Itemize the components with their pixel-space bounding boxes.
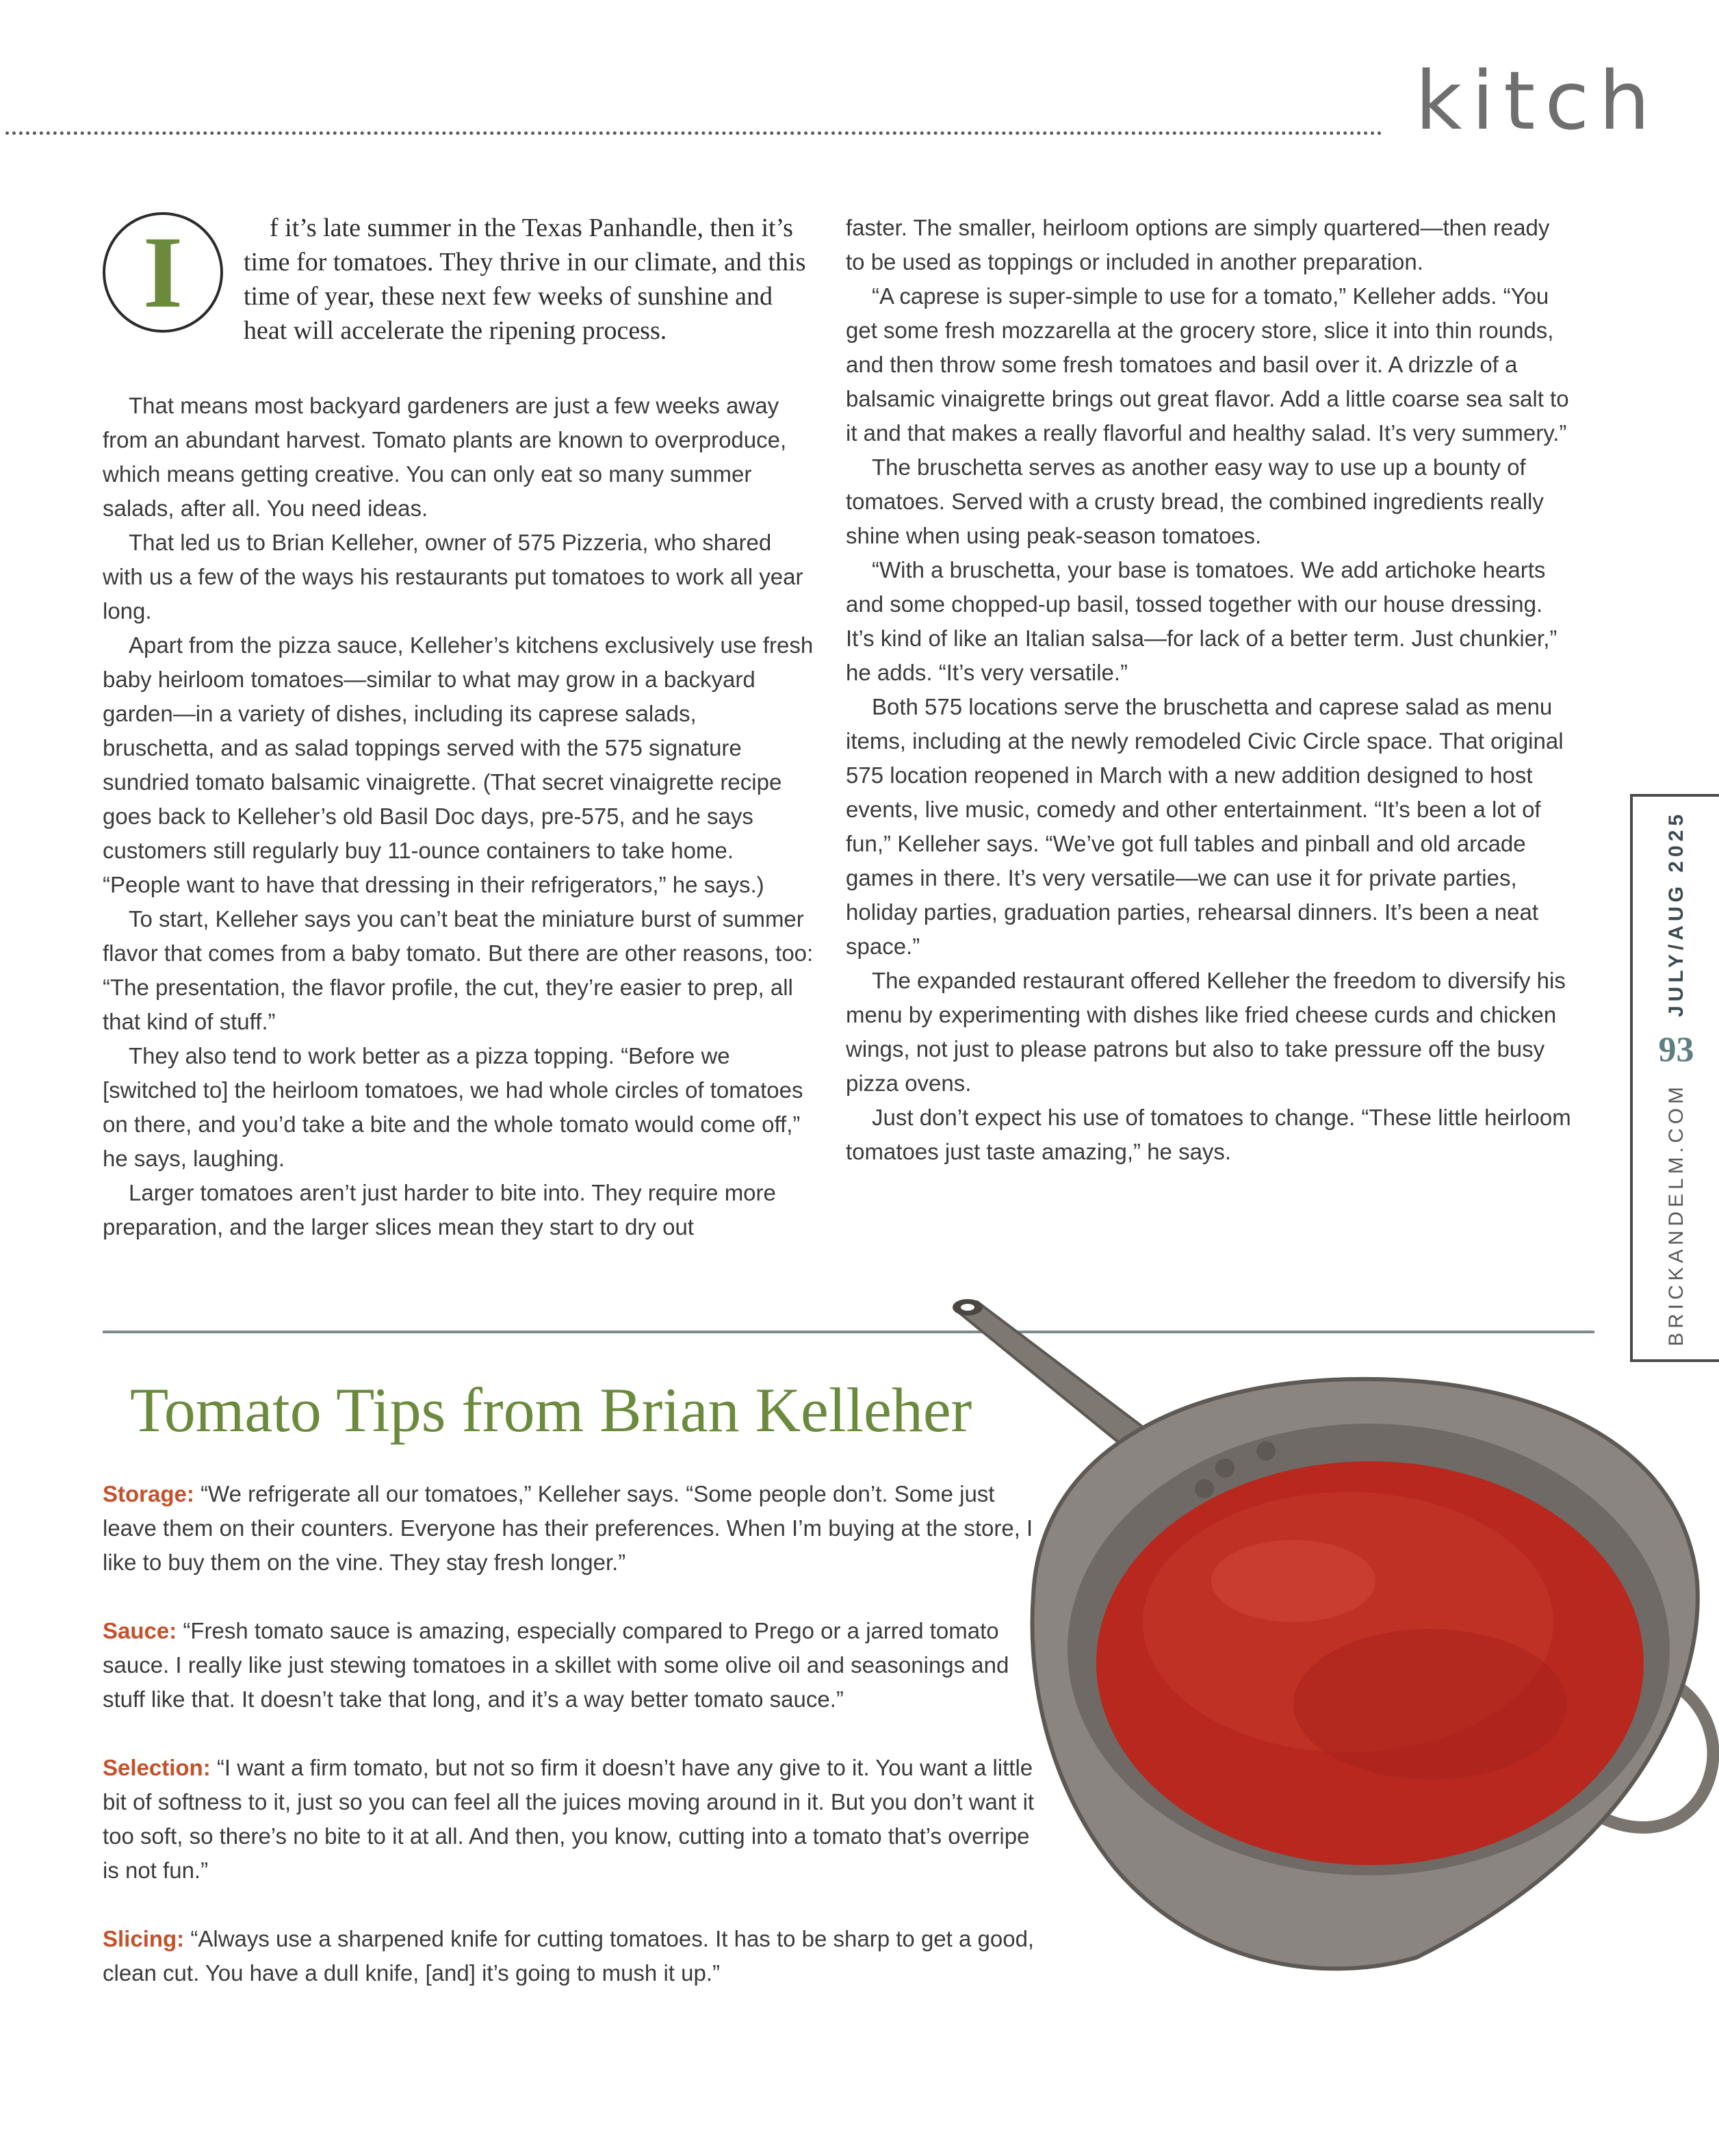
tip-text: “Fresh tomato sauce is amazing, especially compared to Prego or a jarred tomato sauce. I really like just stewing tomatoes in a skillet with some olive oil and seasonings and stuff like that. It doesn’t take that long, and it’s a way better tomato sauce.” <box>103 1618 1009 1712</box>
body-paragraph: They also tend to work better as a pizza topping. “Before we [switched to] the heirloom tomatoes, we had whole circles of tomatoes on there, and you’d take a bite and the whole tomato would come off,” he says, laughing. <box>103 1043 803 1171</box>
tip-text: “We refrigerate all our tomatoes,” Kelleher says. “Some people don’t. Some just leave them on their counters. Everyone has their preferences. When I’m buying at the store, I like to buy them on the vine. They stay fresh longer.” <box>103 1481 1033 1575</box>
body-paragraph: That means most backyard gardeners are just a few weeks away from an abundant harvest. Tomato plants are known to overproduce, which means getting creative. You can only eat so many summer salads, after all. You need ideas. <box>103 393 787 521</box>
tip-text: “Always use a sharpened knife for cutting tomatoes. It has to be sharp to get a good, clean cut. You have a dull knife, [and] it’s going to mush it up.” <box>103 1926 1035 1986</box>
tip-label: Storage: <box>103 1481 194 1506</box>
body-paragraph: “A caprese is super-simple to use for a tomato,” Kelleher adds. “You get some fresh mozzarella at the grocery store, slice it into thin rounds, and then throw some fresh tomatoes and basil over it. A drizzle of a balsamic vinaigrette brings out great flavor. Add a little coarse sea salt to it and that makes a really flavorful and healthy salad. It’s very summery.” <box>846 283 1569 446</box>
header-dotted-rule <box>5 131 1382 135</box>
body-paragraph: Both 575 locations serve the bruschetta and caprese salad as menu items, including at the newly remodeled Civic Circle space. That original 575 location reopened in March with a new addition designed to host events, live music, comedy and other entertainment. “It’s been a lot of fun,” Kelleher says. “We’ve got full tables and pinball and old arcade games in there. It’s very versatile—we can use it for private parties, holiday parties, graduation parties, rehearsal dinners. It’s been a neat space.” <box>846 694 1564 959</box>
body-paragraph: The bruschetta serves as another easy way to use up a bounty of tomatoes. Served with a crusty bread, the combined ingredients really shine when using peak-season tomatoes. <box>846 454 1544 548</box>
tip-label: Slicing: <box>103 1926 185 1951</box>
body-paragraph: The expanded restaurant offered Kelleher the freedom to diversify his menu by experimenting with dishes like fried cheese curds and chicken wings, not just to please patrons but also to take pressure off the busy pizza ovens. <box>846 968 1566 1096</box>
folio <box>1630 794 1719 1362</box>
tip-label: Selection: <box>103 1755 211 1780</box>
body-paragraph: Just don’t expect his use of tomatoes to change. “These little heirloom tomatoes just taste amazing,” he says. <box>846 1105 1571 1164</box>
folio-issue: JULY/AUG 2025 <box>1665 810 1688 1017</box>
tips-title: Tomato Tips from Brian Kelleher <box>130 1375 972 1445</box>
body-paragraph: To start, Kelleher says you can’t beat the miniature burst of summer flavor that comes from a baby tomato. But there are other reasons, too: “The presentation, the flavor profile, the cut, they’re easier to prep, all that kind of stuff.” <box>103 906 814 1034</box>
body-paragraph: Larger tomatoes aren’t just harder to bite into. They require more preparation, and the larger slices mean they start to dry out <box>103 1180 776 1240</box>
tips-list <box>103 1477 1047 2025</box>
article-lead <box>103 211 814 368</box>
page-number: 93 <box>1659 1029 1694 1069</box>
lead-paragraph: f it’s late summer in the Texas Panhandle, then it’s time for tomatoes. They thrive in our climate, and this time of year, these next few weeks of sunshine and heat will accelerate the ripening process. <box>244 214 806 345</box>
tip-selection <box>103 1751 1047 1888</box>
tip-text: “I want a firm tomato, but not so firm it doesn’t have any give to it. You want a little bit of softness to it, just so you can feel all the juices moving around in it. But you don’t want it too soft, so there’s no bite to it at all. And then, you know, cutting into a tomato that’s overripe is not fun.” <box>103 1755 1035 1883</box>
tip-storage <box>103 1477 1047 1580</box>
tip-sauce <box>103 1614 1047 1717</box>
body-paragraph: Apart from the pizza sauce, Kelleher’s kitchens exclusively use fresh baby heirloom tomatoes—similar to what may grow in a backyard garden—in a variety of dishes, including its caprese salads, bruschetta, and as salad toppings served with the 575 signature sundried tomato balsamic vinaigrette. (That secret vinaigrette recipe goes back to Kelleher’s old Basil Doc days, pre-575, and he says customers still regularly buy 11-ounce containers to take home. “People want to have that dressing in their refrigerators,” he says.) <box>103 632 814 897</box>
article-column-right <box>846 211 1571 1169</box>
body-paragraph: faster. The smaller, heirloom options are simply quartered—then ready to be used as toppings or included in another preparation. <box>846 215 1550 274</box>
folio-site: BRICKANDELM.COM <box>1665 1082 1688 1346</box>
article-column-left <box>103 211 814 1244</box>
section-title: kitch <box>1415 53 1660 148</box>
body-paragraph: “With a bruschetta, your base is tomatoes. We add artichoke hearts and some chopped-up basil, tossed together with our house dressing. It’s kind of like an Italian salsa—for lack of a better term. Just chunkier,” he adds. “It’s very versatile.” <box>846 557 1558 685</box>
sauce-pot-icon <box>938 1294 1719 1978</box>
tip-slicing <box>103 1922 1047 1990</box>
drop-cap: I <box>103 212 223 333</box>
tip-label: Sauce: <box>103 1618 177 1643</box>
body-paragraph: That led us to Brian Kelleher, owner of 575 Pizzeria, who shared with us a few of the ways his restaurants put tomatoes to work all year long. <box>103 530 803 624</box>
